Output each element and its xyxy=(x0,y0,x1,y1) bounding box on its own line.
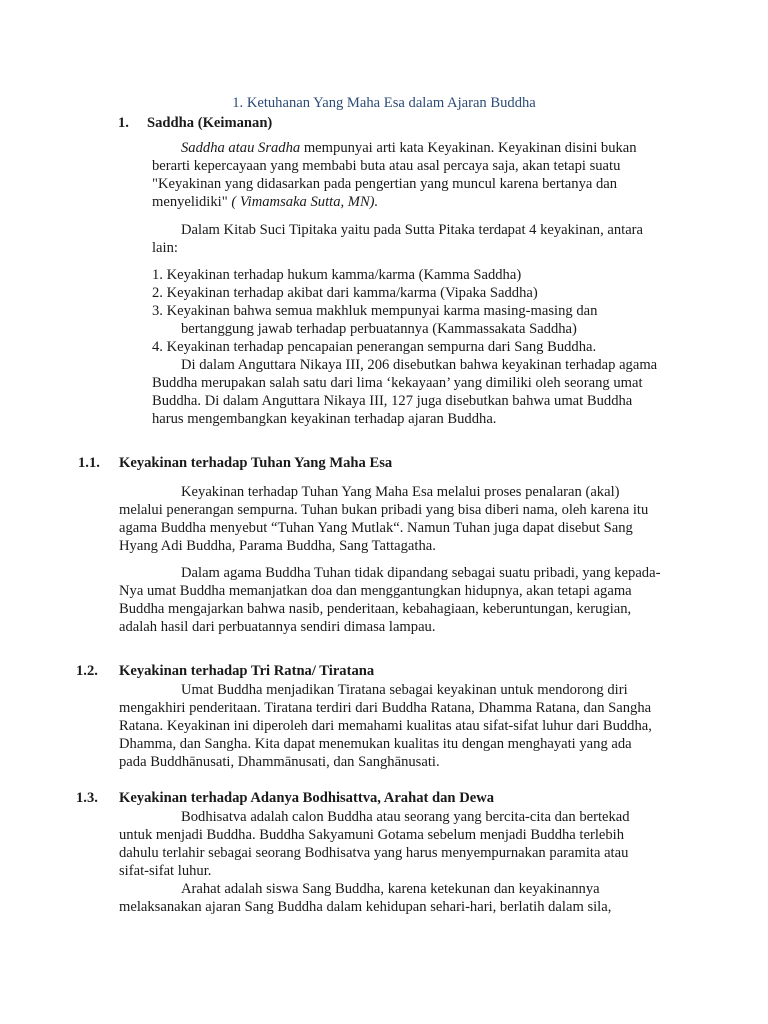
paragraph-line: harus mengembangkan keyakinan terhadap ajaran Buddha. xyxy=(152,411,497,427)
section-heading: Saddha (Keimanan) xyxy=(147,115,273,131)
paragraph-line: Buddha mengajarkan bahwa nasib, penderitaan, kebahagiaan, keberuntungan, kerugian, xyxy=(119,601,632,617)
list-item: 2. Keyakinan terhadap akibat dari kamma/karma (Vipaka Saddha) xyxy=(152,285,538,301)
paragraph-line: Keyakinan terhadap Tuhan Yang Maha Esa melalui proses penalaran (akal) xyxy=(181,484,620,500)
paragraph-line: Dalam agama Buddha Tuhan tidak dipandang sebagai suatu pribadi, yang kepada- xyxy=(181,565,661,581)
list-item: 3. Keyakinan bahwa semua makhluk mempunyai karma masing-masing dan xyxy=(152,303,598,319)
paragraph-line: pada Buddhānusati, Dhammānusati, dan Sanghānusati. xyxy=(119,754,440,770)
paragraph-text: menyelidiki" xyxy=(152,194,232,210)
page-title: 1. Ketuhanan Yang Maha Esa dalam Ajaran Buddha xyxy=(232,95,536,111)
paragraph-line xyxy=(181,141,637,156)
paragraph-line: Dhamma, dan Sangha. Kita dapat menemukan kualitas itu dengan menghayati yang ada xyxy=(119,736,632,752)
list-item: 1. Keyakinan terhadap hukum kamma/karma (Kamma Saddha) xyxy=(152,267,522,283)
paragraph-line: berarti kepercayaan yang membabi buta atau asal percaya saja, akan tetapi suatu xyxy=(152,158,621,174)
paragraph-line: dahulu terlahir sebagai seorang Bodhisatva yang harus menyempurnakan paramita atau xyxy=(119,845,629,861)
paragraph-line xyxy=(152,195,378,210)
paragraph-line: Bodhisatva adalah calon Buddha atau seorang yang bercita-cita dan bertekad xyxy=(181,809,630,825)
section-number: 1. xyxy=(118,115,129,131)
section-heading: Keyakinan terhadap Tri Ratna/ Tiratana xyxy=(119,663,375,679)
paragraph-line: adalah hasil dari perbuatannya sendiri dimasa lampau. xyxy=(119,619,436,635)
list-item-continuation: bertanggung jawab terhadap perbuatannya (Kammassakata Saddha) xyxy=(181,321,577,337)
paragraph-line: mengakhiri penderitaan. Tiratana terdiri dari Buddha Ratana, Dhamma Ratana, dan Sangha xyxy=(119,700,652,716)
paragraph-line: sifat-sifat luhur. xyxy=(119,863,212,879)
paragraph-line: Hyang Adi Buddha, Parama Buddha, Sang Tattagatha. xyxy=(119,538,436,554)
paragraph-line: Ratana. Keyakinan ini diperoleh dari memahami kualitas atau sifat-sifat luhur dari Buddha, xyxy=(119,718,652,734)
paragraph-line: agama Buddha menyebut “Tuhan Yang Mutlak“. Namun Tuhan juga dapat disebut Sang xyxy=(119,520,633,536)
paragraph-line: Buddha merupakan salah satu dari lima ‘kekayaan’ yang dimiliki oleh seorang umat xyxy=(152,375,643,391)
section-number: 1.3. xyxy=(76,790,98,806)
italic-term: Saddha atau Sradha xyxy=(181,140,301,156)
paragraph-line: Buddha. Di dalam Anguttara Nikaya III, 127 juga disebutkan bahwa umat Buddha xyxy=(152,393,633,409)
section-number: 1.2. xyxy=(76,663,98,679)
paragraph-line: melaksanakan ajaran Sang Buddha dalam kehidupan sehari-hari, berlatih dalam sila, xyxy=(119,899,612,915)
section-heading: Keyakinan terhadap Adanya Bodhisattva, Arahat dan Dewa xyxy=(119,790,495,806)
paragraph-line: Nya umat Buddha memanjatkan doa dan menggantungkan hidupnya, akan tetapi agama xyxy=(119,583,632,599)
paragraph-line: Umat Buddha menjadikan Tiratana sebagai keyakinan untuk mendorong diri xyxy=(181,682,628,698)
paragraph-line: melalui penerangan sempurna. Tuhan bukan pribadi yang bisa diberi nama, oleh karena itu xyxy=(119,502,649,518)
list-item: 4. Keyakinan terhadap pencapaian penerangan sempurna dari Sang Buddha. xyxy=(152,339,597,355)
paragraph-line: lain: xyxy=(152,240,178,256)
paragraph-text: mempunyai arti kata Keyakinan. Keyakinan disini bukan xyxy=(300,140,637,156)
citation: ( Vimamsaka Sutta, MN). xyxy=(231,194,379,210)
paragraph-line: Arahat adalah siswa Sang Buddha, karena ketekunan dan keyakinannya xyxy=(181,881,600,897)
paragraph-line: "Keyakinan yang didasarkan pada pengertian yang muncul karena bertanya dan xyxy=(152,176,618,192)
paragraph-line: untuk menjadi Buddha. Buddha Sakyamuni Gotama sebelum menjadi Buddha terlebih xyxy=(119,827,625,843)
paragraph-line: Di dalam Anguttara Nikaya III, 206 disebutkan bahwa keyakinan terhadap agama xyxy=(181,357,658,373)
section-number: 1.1. xyxy=(78,455,100,471)
section-heading: Keyakinan terhadap Tuhan Yang Maha Esa xyxy=(119,455,393,471)
paragraph-line: Dalam Kitab Suci Tipitaka yaitu pada Sutta Pitaka terdapat 4 keyakinan, antara xyxy=(181,222,644,238)
